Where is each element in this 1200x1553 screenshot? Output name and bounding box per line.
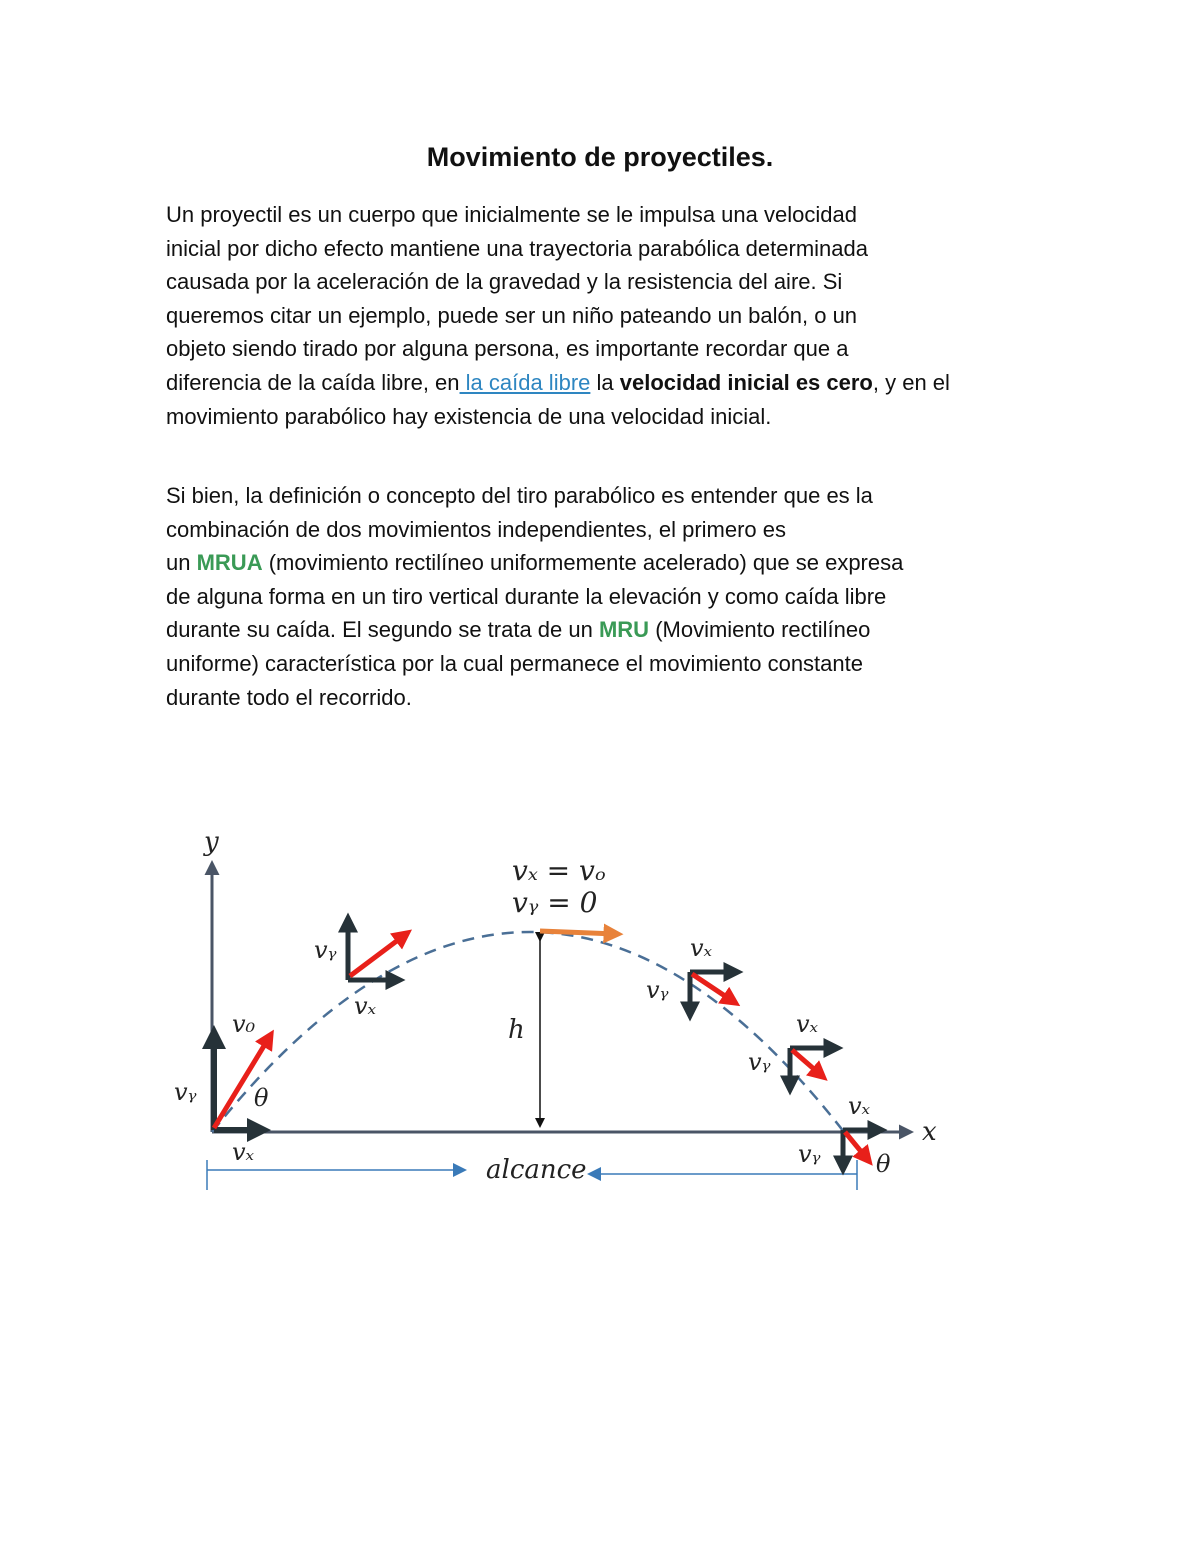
caida-libre-link[interactable]: la caída libre bbox=[459, 369, 591, 395]
velocity-arrow-ascending bbox=[350, 934, 406, 976]
text-line: Un proyectil es un cuerpo que inicialmente se le impulsa una velocidad bbox=[166, 202, 857, 227]
text-line: movimiento parabólico hay existencia de una velocidad inicial. bbox=[166, 403, 772, 429]
vy-label-launch: vᵧ bbox=[174, 1078, 197, 1106]
text-fragment: la bbox=[590, 369, 620, 395]
page-title: Movimiento de proyectiles. bbox=[426, 142, 774, 172]
v0-label: v₀ bbox=[232, 1010, 256, 1038]
text-line: Si bien, la definición o concepto del tiro parabólico es entender que es la bbox=[166, 483, 873, 508]
text-line: de alguna forma en un tiro vertical durante la elevación y como caída libre bbox=[166, 583, 887, 609]
text-line: queremos citar un ejemplo, puede ser un niño pateando un balón, o un bbox=[166, 302, 858, 328]
text-fragment: (movimiento rectilíneo uniformemente acelerado) que se expresa bbox=[262, 550, 904, 576]
text-fragment: (Movimiento rectilíneo bbox=[649, 617, 871, 643]
velocity-arrow-landing bbox=[845, 1132, 868, 1160]
text-line: durante todo el recorrido. bbox=[166, 684, 412, 710]
text-line: objeto siendo tirado por alguna persona, es importante recordar que a bbox=[166, 336, 849, 362]
vx-label-descending-2: vₓ bbox=[796, 1010, 819, 1038]
text-line: causada por la aceleración de la gravedad y la resistencia del aire. Si bbox=[166, 269, 843, 295]
range-label: alcance bbox=[486, 1155, 587, 1185]
mru-term: MRU bbox=[598, 617, 650, 643]
text-fragment: un bbox=[166, 550, 197, 576]
vy-label-descending: vᵧ bbox=[646, 976, 669, 1004]
mrua-term: MRUA bbox=[196, 550, 263, 576]
text-line: combinación de dos movimientos independientes, el primero es bbox=[166, 516, 787, 542]
velocity-arrow-descending-2 bbox=[792, 1050, 822, 1076]
vx-label-landing: vₓ bbox=[848, 1092, 871, 1120]
vy-label-landing: vᵧ bbox=[798, 1140, 821, 1168]
text-line: uniforme) característica por la cual permanece el movimiento constante bbox=[166, 650, 863, 676]
v0-arrow-launch bbox=[214, 1036, 270, 1128]
velocity-arrow-top bbox=[540, 931, 616, 934]
vy-label-ascending: vᵧ bbox=[314, 936, 337, 964]
vx-label-ascending: vₓ bbox=[354, 992, 377, 1020]
y-axis-label: y bbox=[204, 827, 219, 857]
theta-label-launch: θ bbox=[254, 1084, 269, 1112]
text-fragment: durante su caída. El segundo se trata de un bbox=[166, 617, 599, 643]
trajectory-curve bbox=[212, 932, 844, 1132]
theta-label-landing: θ bbox=[876, 1150, 891, 1178]
vx-label-descending: vₓ bbox=[690, 934, 713, 962]
vx-label-launch: vₓ bbox=[232, 1138, 255, 1166]
top-equation-vy: vᵧ = 0 bbox=[512, 886, 598, 919]
text-fragment: diferencia de la caída libre, en bbox=[166, 369, 460, 395]
top-equation-vx: vₓ = vₒ bbox=[512, 854, 606, 887]
x-axis-label: x bbox=[922, 1117, 937, 1147]
vy-label-descending-2: vᵧ bbox=[748, 1048, 771, 1076]
text-fragment: , y en el bbox=[872, 369, 950, 395]
text-line: inicial por dicho efecto mantiene una trayectoria parabólica determinada bbox=[166, 235, 868, 261]
bold-text: velocidad inicial es cero bbox=[619, 369, 873, 395]
height-label: h bbox=[508, 1015, 525, 1045]
